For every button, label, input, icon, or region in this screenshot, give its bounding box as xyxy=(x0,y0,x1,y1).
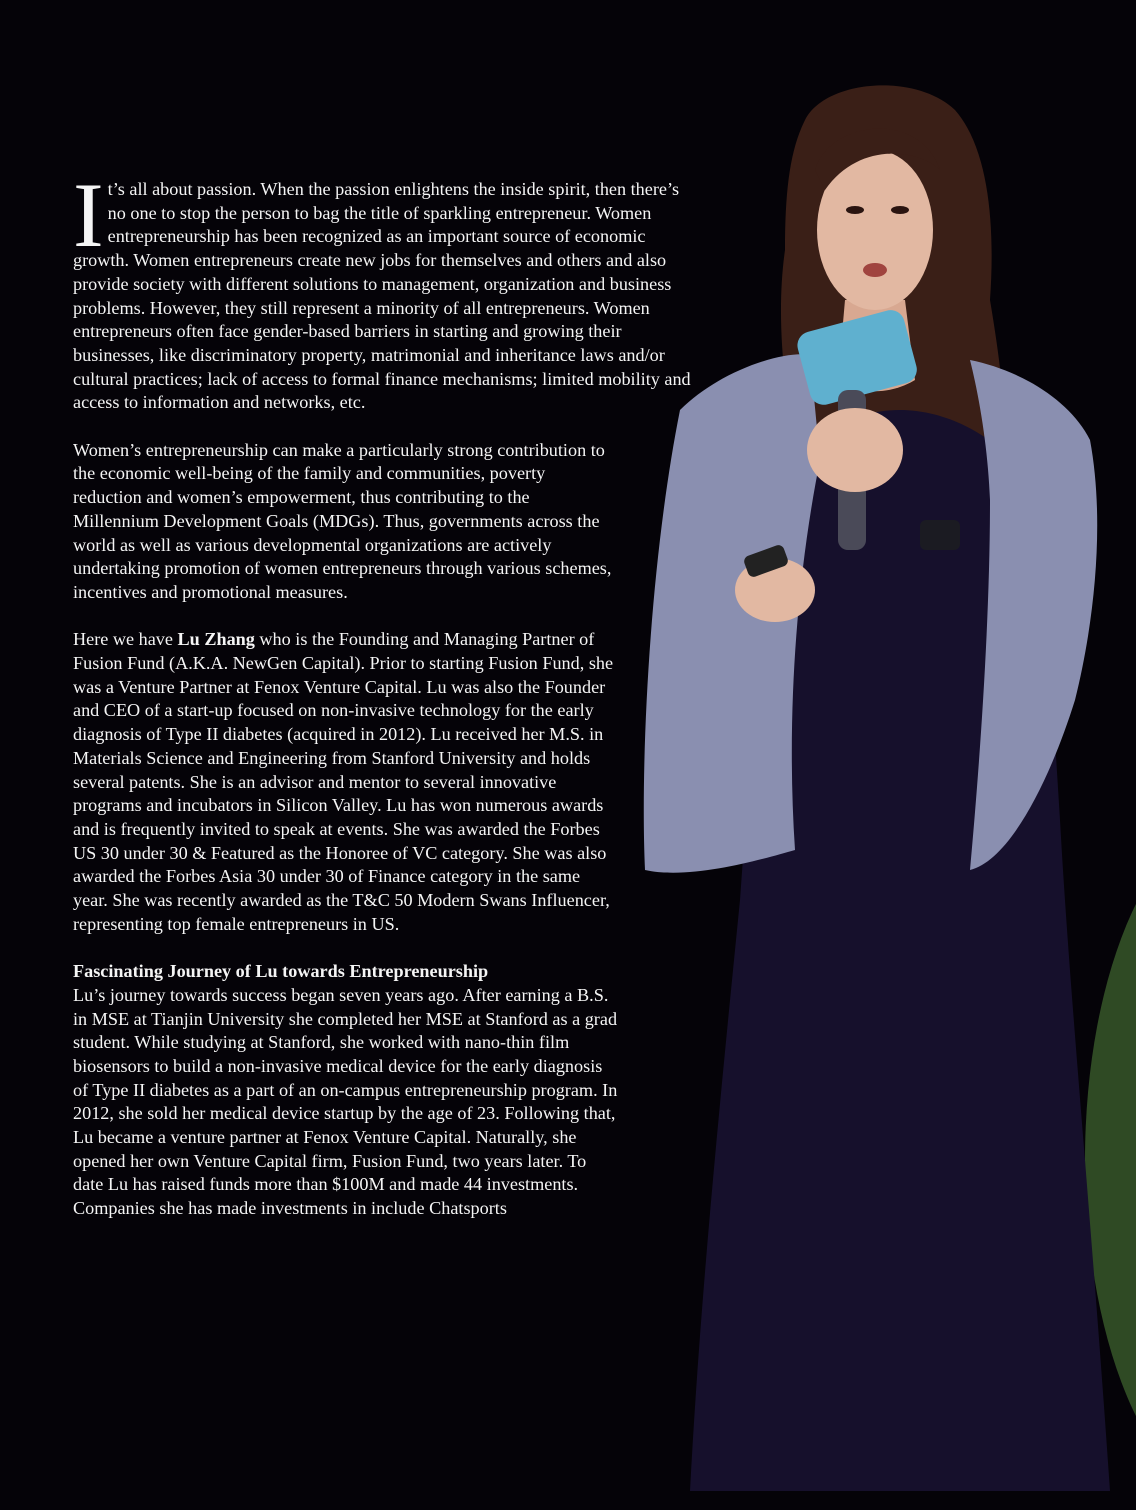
p3-lead: Here we have xyxy=(73,629,178,650)
paragraph-lu-zhang xyxy=(73,628,618,936)
hand-right-shape xyxy=(807,408,903,492)
paragraph-journey xyxy=(73,960,618,1221)
p3-rest: who is the Founding and Managing Partner of Fusion Fund (A.K.A. NewGen Capital). Prior to starting Fusion Fund, she was a Venture Partner at Fenox Venture Capital. Lu was also the Founder and CEO of a start-up focused on non-invasive technology for the early diagnosis of Type II diabetes (acquired in 2012). Lu received her M.S. in Materials Science and Engineering from Stanford University and holds several patents. She is an advisor and mentor to several innovative programs and incubators in Silicon Valley. Lu has won numerous awards and is frequently invited to speak at events. She was awarded the Forbes US 30 under 30 & Featured as the Honoree of VC category. She was also awarded the Forbes Asia 30 under 30 of Finance category in the same year. She was recently awarded as the T&C 50 Modern Swans Influencer, representing top female entrepreneurs in US. xyxy=(73,629,614,934)
mouth-shape xyxy=(863,263,887,277)
blazer-right-shape xyxy=(970,360,1097,870)
article-body xyxy=(73,164,705,1245)
intro-paragraph xyxy=(73,164,698,415)
subheading: Fascinating Journey of Lu towards Entrepreneurship xyxy=(73,961,489,982)
drop-cap: I xyxy=(73,164,104,266)
watch-icon xyxy=(920,520,960,550)
intro-text: t’s all about passion. When the passion enlightens the inside spirit, then there’s no one to stop the person to bag the title of sparkling entrepreneur. Women entrepreneurship has been recognized as an important source of economic growth. Women entrepreneurs create new jobs for themselves and others and also provide society with different solutions to management, organization and business problems. However, they still represent a minority of all entrepreneurs. Women entrepreneurs often face gender-based barriers in starting and growing their businesses, like discriminatory property, matrimonial and inheritance laws and/or cultural practices; lack of access to formal finance mechanisms; limited mobility and access to information and networks, etc. xyxy=(73,179,691,413)
paragraph-womens-entrepreneurship: Women’s entrepreneurship can make a particularly strong contribution to the economic well-being of the family and communities, poverty reduction and women’s empowerment, thus contributing to the Millennium Development Goals (MDGs). Thus, governments across the world as well as various developmental organizations are actively undertaking promotion of women entrepreneurs through various schemes, incentives and promotional measures. xyxy=(73,439,612,602)
journey-text: Lu’s journey towards success began seven years ago. After earning a B.S. in MSE at Tianjin University she completed her MSE at Stanford as a grad student. While studying at Stanford, she worked with nano-thin film biosensors to build a non-invasive medical device for the early diagnosis of Type II diabetes as a part of an on-campus entrepreneurship program. In 2012, she sold her medical device startup by the age of 23. Following that, Lu became a venture partner at Fenox Venture Capital. Naturally, she opened her own Venture Capital firm, Fusion Fund, two years later. To date Lu has raised funds more than $100M and made 44 investments. Companies she has made investments in include Chatsports xyxy=(73,984,618,1219)
name-lu-zhang: Lu Zhang xyxy=(177,629,255,650)
